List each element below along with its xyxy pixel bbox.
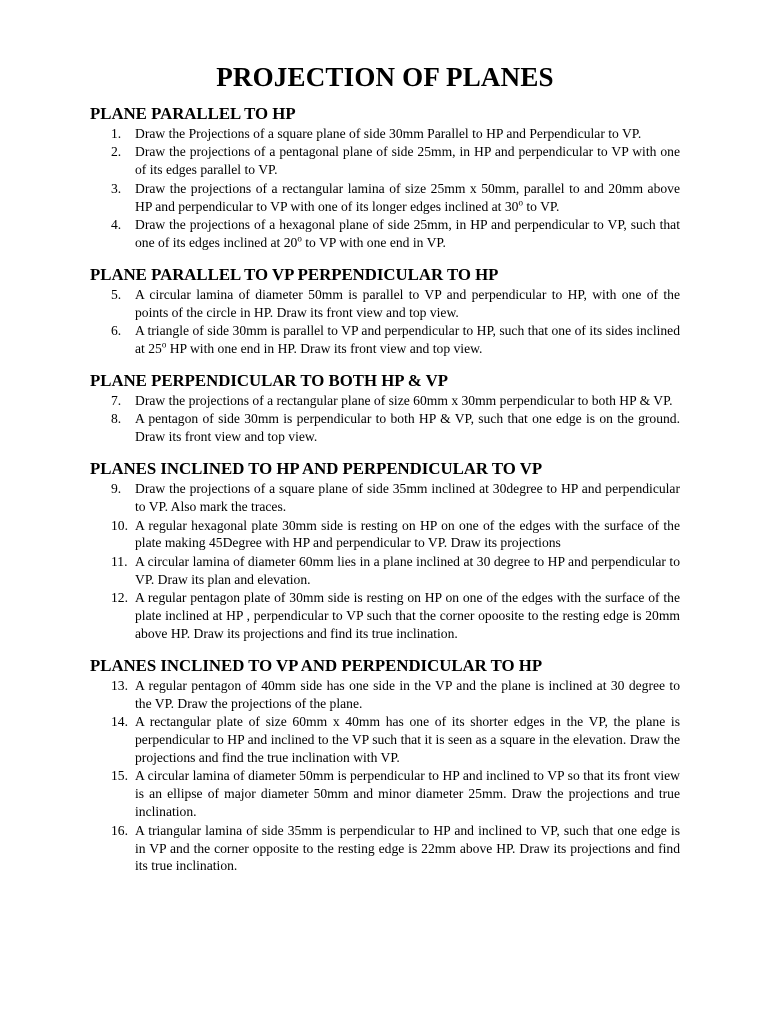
question-item	[90, 713, 680, 767]
question-text: A triangular lamina of side 35mm is perpendicular to HP and inclined to VP, such that one edge is in VP and the corner opposite to the resting edge is 22mm above HP. Draw its projections and find its true inclination.	[135, 822, 680, 874]
question-item	[90, 180, 680, 216]
question-number: 13.	[111, 677, 128, 693]
section	[90, 103, 680, 252]
question-list	[90, 392, 680, 446]
question-item	[90, 480, 680, 516]
question-text: Draw the projections of a square plane of side 35mm inclined at 30degree to HP and perpendicular to VP. Also mark the traces.	[135, 481, 680, 515]
question-item	[90, 392, 680, 410]
question-item	[90, 589, 680, 643]
question-text: Draw the projections of a hexagonal plane of side 25mm, in HP and perpendicular to VP, such that one of its edges inclined at 20$^o$ to VP with one end in VP.	[135, 217, 680, 250]
question-item	[90, 677, 680, 713]
question-text: Draw the projections of a rectangular lamina of size 25mm x 50mm, parallel to and 20mm above HP and perpendicular to VP with one of its longer edges inclined at 30$^o$ to VP.	[135, 180, 680, 214]
degree-superscript: o	[161, 339, 167, 350]
question-text: Draw the projections of a rectangular plane of size 60mm x 30mm perpendicular to both HP & VP.	[135, 392, 673, 408]
question-text: Draw the projections of a pentagonal plane of side 25mm, in HP and perpendicular to VP with one of its edges parallel to VP.	[135, 144, 680, 178]
sections-container	[90, 103, 680, 875]
question-number: 2.	[111, 144, 122, 160]
question-list	[90, 125, 680, 252]
question-text: A circular lamina of diameter 50mm is perpendicular to HP and inclined to VP so that its front view is an ellipse of major diameter 50mm and minor diameter 25mm. Draw the projections and true inclination.	[135, 768, 680, 820]
question-number: 14.	[111, 714, 128, 730]
question-text: A pentagon of side 30mm is perpendicular to both HP & VP, such that one edge is on the ground. Draw its front view and top view.	[135, 411, 680, 445]
question-item	[90, 286, 680, 322]
question-text: A regular pentagon plate of 30mm side is resting on HP on one of the edges with the surface of the plate inclined at HP , perpendicular to VP such that the corner opoosite to the resting edge is 20mm above HP. Draw its projections and find its true inclination.	[135, 590, 680, 641]
question-item	[90, 517, 680, 553]
question-list	[90, 286, 680, 358]
section-heading: PLANE PARALLEL TO VP PERPENDICULAR TO HP	[90, 264, 499, 284]
question-item	[90, 216, 680, 252]
question-number: 8.	[111, 411, 122, 427]
section-heading: PLANES INCLINED TO HP AND PERPENDICULAR TO VP	[90, 459, 543, 479]
section-heading: PLANE PARALLEL TO HP	[90, 104, 296, 123]
question-item	[90, 767, 680, 821]
question-item	[90, 553, 680, 589]
section	[90, 264, 680, 358]
question-number: 15.	[111, 768, 128, 784]
question-text: A rectangular plate of size 60mm x 40mm has one of its shorter edges in the VP, the plane is perpendicular to HP and inclined to the VP such that it is seen as a square in the elevation. Draw the projections and find the true inclination with VP.	[135, 714, 680, 765]
question-number: 4.	[111, 217, 122, 233]
question-number: 11.	[111, 553, 128, 569]
section-heading: PLANES INCLINED TO VP AND PERPENDICULAR TO HP	[90, 655, 543, 675]
degree-superscript: o	[518, 197, 523, 208]
question-number: 6.	[111, 323, 122, 339]
section	[90, 458, 680, 643]
question-number: 12.	[111, 590, 128, 606]
question-text: Draw the Projections of a square plane of side 30mm Parallel to HP and Perpendicular to VP.	[135, 126, 642, 141]
question-text: A circular lamina of diameter 60mm lies in a plane inclined at 30 degree to HP and perpendicular to VP. Draw its plan and elevation.	[135, 553, 680, 587]
question-item	[90, 322, 680, 358]
question-number: 9.	[111, 481, 122, 497]
question-number: 3.	[111, 180, 122, 196]
question-text: A regular pentagon of 40mm side has one side in the VP and the plane is inclined at 30 degree to the VP. Draw the projections of the plane.	[135, 677, 680, 711]
question-text: A regular hexagonal plate 30mm side is resting on HP on one of the edges with the surface of the plate making 45Degree with HP and perpendicular to VP. Draw its projections	[135, 517, 680, 551]
question-number: 10.	[111, 517, 128, 533]
question-item	[90, 143, 680, 179]
section-heading: PLANE PERPENDICULAR TO BOTH HP & VP	[90, 370, 449, 390]
degree-superscript: o	[297, 233, 302, 244]
question-item	[90, 410, 680, 446]
question-number: 16.	[111, 822, 128, 838]
question-number: 7.	[111, 392, 122, 408]
question-item	[90, 822, 680, 876]
question-text: A circular lamina of diameter 50mm is parallel to VP and perpendicular to HP, with one of the points of the circle in HP. Draw its front view and top view.	[135, 286, 680, 320]
question-list	[90, 480, 680, 643]
section	[90, 370, 680, 446]
question-number: 5.	[111, 286, 122, 302]
question-number: 1.	[111, 126, 122, 141]
question-list	[90, 677, 680, 875]
question-text: A triangle of side 30mm is parallel to VP and perpendicular to HP, such that one of its sides inclined at 25$^o$ HP with one end in HP. Draw its front view and top view.	[135, 323, 680, 357]
page-title: PROJECTION OF PLANES	[216, 62, 554, 92]
question-item	[90, 125, 680, 143]
section	[90, 655, 680, 875]
